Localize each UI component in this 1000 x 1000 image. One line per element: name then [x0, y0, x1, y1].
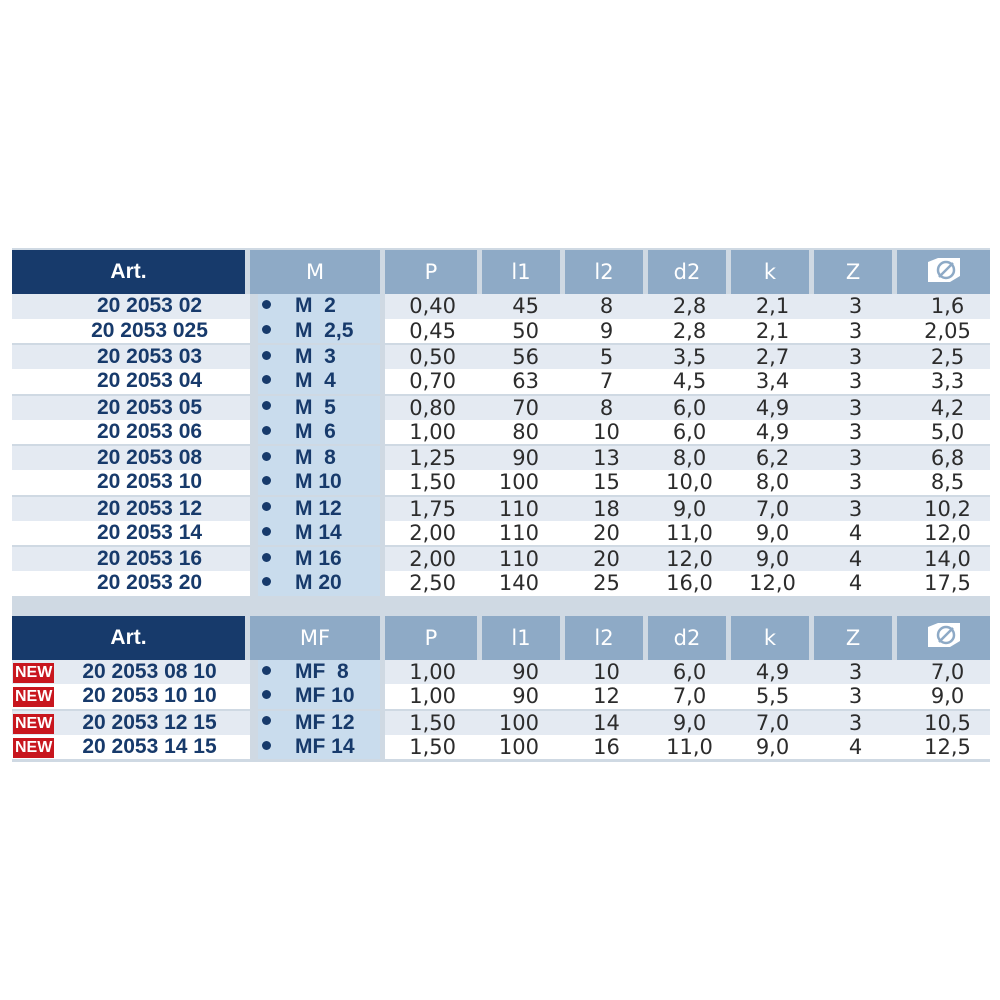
z-value: 4 — [814, 521, 897, 546]
new-cell — [12, 444, 57, 470]
z-value: 3 — [814, 319, 897, 344]
diameter-value: 7,0 — [897, 660, 990, 685]
d2-value: 2,8 — [648, 319, 731, 344]
d2-value: 12,0 — [648, 545, 731, 571]
diameter-value: 10,2 — [897, 495, 990, 521]
thread-label: M 14 — [295, 520, 342, 544]
diameter-value: 8,5 — [897, 470, 990, 495]
new-cell — [12, 294, 57, 319]
l2-value: 18 — [565, 495, 648, 521]
z-value: 3 — [814, 444, 897, 470]
header-d2: d2 — [648, 616, 731, 660]
table-row — [12, 444, 990, 470]
table-row — [12, 709, 990, 735]
table-row — [12, 294, 990, 319]
l2-value: 25 — [565, 571, 648, 596]
l2-value: 5 — [565, 343, 648, 369]
z-value: 3 — [814, 369, 897, 394]
d2-value: 10,0 — [648, 470, 731, 495]
bullet-icon — [262, 452, 271, 461]
k-value: 2,1 — [731, 319, 814, 344]
pitch-value: 1,50 — [385, 735, 482, 760]
l2-value: 15 — [565, 470, 648, 495]
fine-thread-table — [12, 616, 990, 760]
article-number: 20 2053 10 — [57, 470, 250, 495]
thread-label: M 8 — [295, 446, 336, 469]
diameter-value: 12,0 — [897, 521, 990, 546]
drill-diameter-icon — [924, 256, 964, 289]
diameter-value: 2,5 — [897, 343, 990, 369]
z-value: 3 — [814, 394, 897, 420]
new-badge: NEW — [15, 688, 53, 706]
bullet-icon — [262, 577, 271, 586]
article-number: 20 2053 02 — [57, 294, 250, 319]
thread-size — [250, 294, 385, 319]
l2-value: 13 — [565, 444, 648, 470]
diameter-value: 5,0 — [897, 420, 990, 445]
table-row — [12, 684, 990, 709]
thread-size — [250, 444, 385, 470]
k-value: 4,9 — [731, 420, 814, 445]
table-row — [12, 394, 990, 420]
article-number: 20 2053 06 — [57, 420, 250, 445]
new-badge: NEW — [15, 738, 53, 756]
new-cell — [12, 571, 57, 596]
pitch-value: 1,50 — [385, 470, 482, 495]
thread-label: M 3 — [295, 345, 336, 368]
k-value: 6,2 — [731, 444, 814, 470]
d2-value: 6,0 — [648, 660, 731, 685]
article-number: 20 2053 20 — [57, 571, 250, 596]
l1-value: 140 — [482, 571, 565, 596]
thread-size — [250, 660, 385, 685]
thread-label: MF 8 — [295, 659, 349, 683]
thread-label: M 10 — [295, 470, 342, 494]
thread-label: M 5 — [295, 395, 336, 419]
d2-value: 11,0 — [648, 735, 731, 760]
pitch-value: 1,00 — [385, 660, 482, 685]
diameter-value: 6,8 — [897, 444, 990, 470]
article-number: 20 2053 12 — [57, 495, 250, 521]
l1-value: 45 — [482, 294, 565, 319]
k-value: 9,0 — [731, 521, 814, 546]
table-row — [12, 319, 990, 344]
z-value: 3 — [814, 343, 897, 369]
l1-value: 70 — [482, 394, 565, 420]
bullet-icon — [262, 741, 271, 750]
new-cell — [12, 394, 57, 420]
pitch-value: 0,45 — [385, 319, 482, 344]
new-cell — [12, 709, 57, 735]
new-cell — [12, 343, 57, 369]
thread-size — [250, 571, 385, 596]
thread-label: M 16 — [295, 547, 342, 570]
d2-value: 7,0 — [648, 684, 731, 709]
pitch-value: 0,70 — [385, 369, 482, 394]
diameter-value: 17,5 — [897, 571, 990, 596]
drill-diameter-icon — [924, 621, 964, 654]
l1-value: 90 — [482, 660, 565, 685]
table-row — [12, 521, 990, 546]
l1-value: 80 — [482, 420, 565, 445]
diameter-value: 3,3 — [897, 369, 990, 394]
table-row — [12, 369, 990, 394]
article-number: 20 2053 14 — [57, 521, 250, 546]
table-header-row — [12, 250, 990, 294]
pitch-value: 2,00 — [385, 521, 482, 546]
header-z: Z — [814, 616, 897, 660]
l1-value: 100 — [482, 470, 565, 495]
header-pitch: P — [385, 250, 482, 294]
bullet-icon — [262, 476, 271, 485]
diameter-value: 9,0 — [897, 684, 990, 709]
table-row — [12, 571, 990, 596]
header-art: Art. — [12, 250, 250, 294]
z-value: 3 — [814, 660, 897, 685]
article-number: 20 2053 14 15 — [57, 735, 250, 760]
table-row — [12, 420, 990, 445]
new-cell — [12, 369, 57, 394]
table-separator — [12, 596, 990, 616]
article-number: 20 2053 08 — [57, 444, 250, 470]
header-diameter — [897, 616, 990, 660]
table-row — [12, 343, 990, 369]
diameter-value: 4,2 — [897, 394, 990, 420]
bullet-icon — [262, 325, 271, 334]
l1-value: 50 — [482, 319, 565, 344]
new-cell — [12, 735, 57, 760]
diameter-value: 2,05 — [897, 319, 990, 344]
thread-label: MF 14 — [295, 734, 355, 758]
l2-value: 9 — [565, 319, 648, 344]
new-cell — [12, 470, 57, 495]
bullet-icon — [262, 300, 271, 309]
k-value: 9,0 — [731, 735, 814, 760]
header-z: Z — [814, 250, 897, 294]
thread-label: M 12 — [295, 496, 342, 520]
d2-value: 8,0 — [648, 444, 731, 470]
z-value: 4 — [814, 545, 897, 571]
d2-value: 6,0 — [648, 394, 731, 420]
header-thread: M — [250, 250, 385, 294]
metric-thread-table — [12, 250, 990, 596]
thread-label: M 20 — [295, 571, 342, 595]
l1-value: 110 — [482, 545, 565, 571]
article-number: 20 2053 05 — [57, 394, 250, 420]
bullet-icon — [262, 426, 271, 435]
header-diameter — [897, 250, 990, 294]
pitch-value: 1,75 — [385, 495, 482, 521]
l2-value: 20 — [565, 545, 648, 571]
diameter-value: 12,5 — [897, 735, 990, 760]
header-thread: MF — [250, 616, 385, 660]
k-value: 12,0 — [731, 571, 814, 596]
thread-size — [250, 684, 385, 709]
thread-size — [250, 394, 385, 420]
bullet-icon — [262, 716, 271, 725]
article-number: 20 2053 03 — [57, 343, 250, 369]
l2-value: 12 — [565, 684, 648, 709]
l1-value: 110 — [482, 521, 565, 546]
new-cell — [12, 521, 57, 546]
new-cell — [12, 660, 57, 685]
d2-value: 3,5 — [648, 343, 731, 369]
header-k: k — [731, 616, 814, 660]
l2-value: 8 — [565, 394, 648, 420]
bullet-icon — [262, 666, 271, 675]
l2-value: 10 — [565, 660, 648, 685]
article-number: 20 2053 025 — [57, 319, 250, 344]
l2-value: 20 — [565, 521, 648, 546]
diameter-value: 10,5 — [897, 709, 990, 735]
thread-label: M 2 — [295, 294, 336, 318]
article-number: 20 2053 08 10 — [57, 660, 250, 685]
new-badge: NEW — [15, 663, 53, 681]
new-cell — [12, 319, 57, 344]
article-number: 20 2053 10 10 — [57, 684, 250, 709]
header-k: k — [731, 250, 814, 294]
pitch-value: 1,25 — [385, 444, 482, 470]
bullet-icon — [262, 401, 271, 410]
l1-value: 90 — [482, 444, 565, 470]
article-number: 20 2053 04 — [57, 369, 250, 394]
l1-value: 63 — [482, 369, 565, 394]
header-l1: l1 — [482, 250, 565, 294]
new-cell — [12, 495, 57, 521]
k-value: 9,0 — [731, 545, 814, 571]
header-l1: l1 — [482, 616, 565, 660]
k-value: 5,5 — [731, 684, 814, 709]
thread-size — [250, 369, 385, 394]
l1-value: 100 — [482, 709, 565, 735]
product-tables — [12, 248, 990, 762]
z-value: 3 — [814, 709, 897, 735]
l2-value: 14 — [565, 709, 648, 735]
z-value: 4 — [814, 735, 897, 760]
d2-value: 9,0 — [648, 709, 731, 735]
k-value: 7,0 — [731, 495, 814, 521]
bullet-icon — [262, 375, 271, 384]
d2-value: 11,0 — [648, 521, 731, 546]
d2-value: 4,5 — [648, 369, 731, 394]
thread-size — [250, 420, 385, 445]
k-value: 8,0 — [731, 470, 814, 495]
table-row — [12, 495, 990, 521]
pitch-value: 0,50 — [385, 343, 482, 369]
l1-value: 56 — [482, 343, 565, 369]
header-l2: l2 — [565, 616, 648, 660]
bullet-icon — [262, 553, 271, 562]
header-d2: d2 — [648, 250, 731, 294]
header-pitch: P — [385, 616, 482, 660]
table-row — [12, 470, 990, 495]
new-badge: NEW — [15, 714, 53, 732]
new-cell — [12, 684, 57, 709]
thread-label: M 2,5 — [295, 318, 354, 342]
z-value: 3 — [814, 495, 897, 521]
z-value: 4 — [814, 571, 897, 596]
pitch-value: 1,00 — [385, 684, 482, 709]
new-cell — [12, 420, 57, 445]
k-value: 2,1 — [731, 294, 814, 319]
table-row — [12, 545, 990, 571]
d2-value: 9,0 — [648, 495, 731, 521]
article-number: 20 2053 12 15 — [57, 709, 250, 735]
z-value: 3 — [814, 294, 897, 319]
pitch-value: 0,40 — [385, 294, 482, 319]
d2-value: 6,0 — [648, 420, 731, 445]
z-value: 3 — [814, 470, 897, 495]
thread-size — [250, 470, 385, 495]
k-value: 3,4 — [731, 369, 814, 394]
thread-label: M 6 — [295, 419, 336, 443]
table-header-row — [12, 616, 990, 660]
d2-value: 2,8 — [648, 294, 731, 319]
bullet-icon — [262, 690, 271, 699]
d2-value: 16,0 — [648, 571, 731, 596]
z-value: 3 — [814, 420, 897, 445]
pitch-value: 1,50 — [385, 709, 482, 735]
l2-value: 16 — [565, 735, 648, 760]
diameter-value: 1,6 — [897, 294, 990, 319]
bullet-icon — [262, 351, 271, 360]
bullet-icon — [262, 502, 271, 511]
pitch-value: 0,80 — [385, 394, 482, 420]
diameter-value: 14,0 — [897, 545, 990, 571]
thread-size — [250, 545, 385, 571]
l2-value: 8 — [565, 294, 648, 319]
thread-size — [250, 709, 385, 735]
header-l2: l2 — [565, 250, 648, 294]
l1-value: 100 — [482, 735, 565, 760]
pitch-value: 1,00 — [385, 420, 482, 445]
z-value: 3 — [814, 684, 897, 709]
k-value: 2,7 — [731, 343, 814, 369]
l2-value: 10 — [565, 420, 648, 445]
thread-size — [250, 521, 385, 546]
l2-value: 7 — [565, 369, 648, 394]
thread-label: MF 12 — [295, 710, 355, 734]
thread-size — [250, 735, 385, 760]
new-cell — [12, 545, 57, 571]
k-value: 4,9 — [731, 394, 814, 420]
thread-size — [250, 319, 385, 344]
article-number: 20 2053 16 — [57, 545, 250, 571]
l1-value: 90 — [482, 684, 565, 709]
table-row — [12, 660, 990, 685]
thread-label: M 4 — [295, 369, 336, 393]
header-art: Art. — [12, 616, 250, 660]
thread-size — [250, 495, 385, 521]
bullet-icon — [262, 527, 271, 536]
thread-size — [250, 343, 385, 369]
k-value: 4,9 — [731, 660, 814, 685]
table-row — [12, 735, 990, 760]
pitch-value: 2,00 — [385, 545, 482, 571]
pitch-value: 2,50 — [385, 571, 482, 596]
l1-value: 110 — [482, 495, 565, 521]
k-value: 7,0 — [731, 709, 814, 735]
thread-label: MF 10 — [295, 684, 355, 708]
